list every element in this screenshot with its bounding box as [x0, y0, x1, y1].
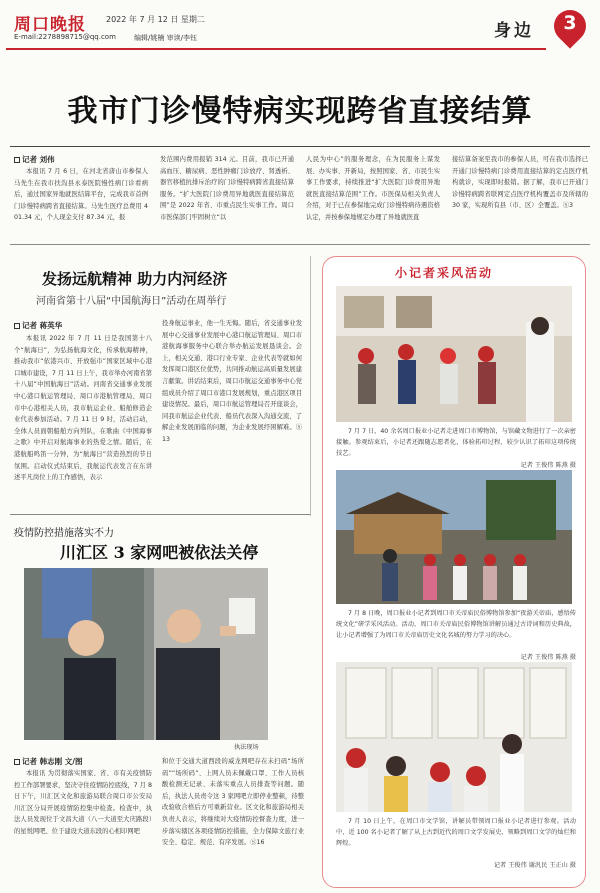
sidebar-credit-1: 记者 王俊伟 陈燕 摄	[520, 462, 576, 469]
literature-photo-illustration	[336, 662, 572, 812]
editor-credits: 编辑/姚楠 审读/李钰	[134, 34, 197, 42]
page-number: 3	[563, 12, 577, 34]
sidebar-caption-3: 7 月 10 日上午，在周口市文学馆，讲解员带领周口报业小记者进行参观。活动中，近 100 名小记者了解了从上古到近代的周口文学发展史，领略到周口文学的灿烂和辉煌。	[336, 818, 576, 847]
story1-column-2: 发范围内费用报销 314 元。目前，我市已开通高血压、糖尿病、恶性肿瘤门诊放疗、肾透析、器官移植抗排斥治疗的门诊慢特病跨省直接结算服务。“扩大医院门诊费用异地就医直接结算范围”是 2022 年省、市重点民生实事工作。周口市医保部门牢固树立“以	[160, 156, 294, 221]
masthead	[6, 4, 594, 66]
page-number-badge	[554, 6, 586, 48]
sidebar-caption-1: 7 月 7 日，40 余名周口报业小记者走进周口市博物馆，与馆藏文物进行了一次亲密接触。参观结束后，小记者还跟随志愿者化，体验拓印过程，较少认识了拓印这项传统技艺。	[336, 428, 576, 457]
sidebar-caption-2: 7 月 8 日晚，周口报业小记者到周口市关帝庙民俗博物馆参加“夜游关帝庙，感悟传统文化”研学采风活动。活动，周口市关帝庙民俗博物馆讲解员通过古诗词和历史典故，让小记者增强了为周口市关帝庙历史文化名城的努力学习的决心。	[336, 610, 576, 639]
headline-divider	[10, 146, 590, 147]
literature-museum-photo	[336, 662, 572, 812]
column-divider	[310, 256, 311, 516]
sidebar-credit-3: 记者 王俊伟 谢汎民 王正山 摄	[493, 862, 576, 869]
museum-photo-illustration	[336, 286, 572, 422]
byline-box-icon	[14, 323, 20, 329]
story3-photo-credit: 执法现场	[234, 744, 259, 751]
story1-column-4: 接结算备案至我市的参保人员，可在我市选择已开通门诊慢特病门诊费用直接结算的定点医疗机构就诊，实现即时报销。据了解，我市已开通门诊慢特病跨省联网定点医疗机构覆盖市及所辖的30 家，实现所有县（市、区）全覆盖。Ⓢ3	[452, 156, 588, 210]
internet-cafe-inspection-photo	[24, 568, 268, 740]
museum-visit-photo	[336, 286, 572, 422]
story2-column-2: 投身航运事业，他一生无悔。随后，省交通事业发展中心交通事业发展中心港口航运管理局、周口市港航海事服务中心联合举办航运发展恳谈会。会上，相关交通、港口行业专家、企业代表等就如何发挥周口港区位优势，共同推动航运高质量发展建言献策。讲话结束后，周口市航运交通事务中心党组成员介绍了周口市港口发展规划，重点港区项目建设情况。最后，周口市航运管理局召开座谈会，同我市航运企业代表、船员代表深入沟通交流，了解企业发展面临的问题，为企业发展纾困解难。Ⓢ13	[162, 320, 302, 443]
reporter-activity-title: 小记者采风活动	[395, 266, 494, 280]
masthead-rule	[6, 48, 546, 50]
inspection-photo-illustration	[24, 568, 268, 740]
temple-photo-illustration	[336, 470, 572, 604]
story3-column-1: 本报讯 为贯彻落实国家、省、市有关疫情防控工作部署要求，坚决守住疫情防控底线，7 月 8 日下午，川汇区文化和旅游局联合周口市公安局川汇区分局开展疫情防控集中检查。检查中，执法人员发现位于文昌大道（八一大道至大庆路段）的星悦网吧、位于建设大道东段的心相印网吧	[14, 770, 152, 835]
issue-date: 2022 年 7 月 12 日 星期二	[106, 15, 205, 24]
story2-byline: 记者 蒋英华	[14, 320, 62, 331]
story2-column-1: 本报讯 2022 年 7 月 11 日是我国第十八个“航海日”，为弘扬航海文化，传承航海精神，推动我市“依港兴市、开放强市”国家区域中心港口城市建设，7 月 11 日上午，我市举办河南省第十八届“中国航海日”活动。河南省交通事业发展中心港口航运管理局、周口市港航管理局、周口市中心港相关人员，我市航运企业、船舶修造企业代表参加活动。7 月 11 日 9 时，活动启动，全体人员面朝船舶方向列队，在歌曲《中国海事之歌》中开启对航海事业的热爱之情。随后，在港航船鸣笛一分钟，为“航海日”营造热烈的节日氛围。启动仪式结束后，我航运代表发言在东讲述平凡岗位上的工作感悟，表示	[14, 335, 152, 482]
byline-box-icon	[14, 759, 20, 765]
newspaper-logo: 周口晚报	[14, 15, 86, 35]
sidebar-credit-2: 记者 王俊伟 陈燕 摄	[520, 654, 576, 661]
story3-column-2: 和位于交通大道西段的威龙网吧存在未扫码“场所码”“场所码”、上网人员未佩戴口罩、工作人员核酸检测无记录、未落实重点人员排查等问题。随后，执法人员责令这 3 家网吧立即停业整顿，待整改验收合格后方可重新营业。区文化和旅游局相关负责人表示，将继续对大疫情防控督查力度，进一步落实辖区各项疫情防控措施，全力保障文旅行业安全、稳定、规范、有序发展。Ⓢ16	[162, 758, 304, 847]
story2-headline: 发扬远航精神 助力内河经济	[42, 270, 228, 288]
story1-bottom-rule	[10, 244, 590, 245]
section-title: 身边	[494, 21, 534, 41]
story1-column-1: 本报讯 7 月 6 日，在河北省唐山市参保人马先生在我市扶沟县永泰医院慢性病门诊看病后，通过国家异地就医结算平台，完成我市首例门诊慢特病跨省直接结算。马先生医疗总费用 401.34 元，个人现金支付 87.34 元，报	[14, 168, 148, 222]
story3-byline: 记者 韩志刚 文/图	[14, 756, 82, 767]
story1-column-3: 人民为中心”的服务理念，在为民服务上谋发展、办实事、开新局，按照国家、省、市民生实事工作要求，持续推进“扩大医院门诊费用异地就医直接结算范围”工作。市医保局相关负责人介绍，对于已在参保地完成门诊慢特病待遇资格认定，并按参保地规定办理了异地就医直	[306, 156, 440, 221]
story2-bottom-rule	[10, 514, 310, 515]
story3-headline: 川汇区 3 家网吧被依法关停	[60, 543, 259, 562]
story3-kicker: 疫情防控措施落实不力	[14, 528, 114, 539]
story2-subheadline: 河南省第十八届“中国航海日”活动在周举行	[36, 296, 227, 307]
main-headline: 我市门诊慢特病实现跨省直接结算	[67, 94, 533, 129]
story1-byline: 记者 刘伟	[14, 154, 55, 165]
guandi-temple-photo	[336, 470, 572, 604]
byline-box-icon	[14, 157, 20, 163]
contact-email: E-mail:2278898715@qq.com	[14, 33, 116, 41]
